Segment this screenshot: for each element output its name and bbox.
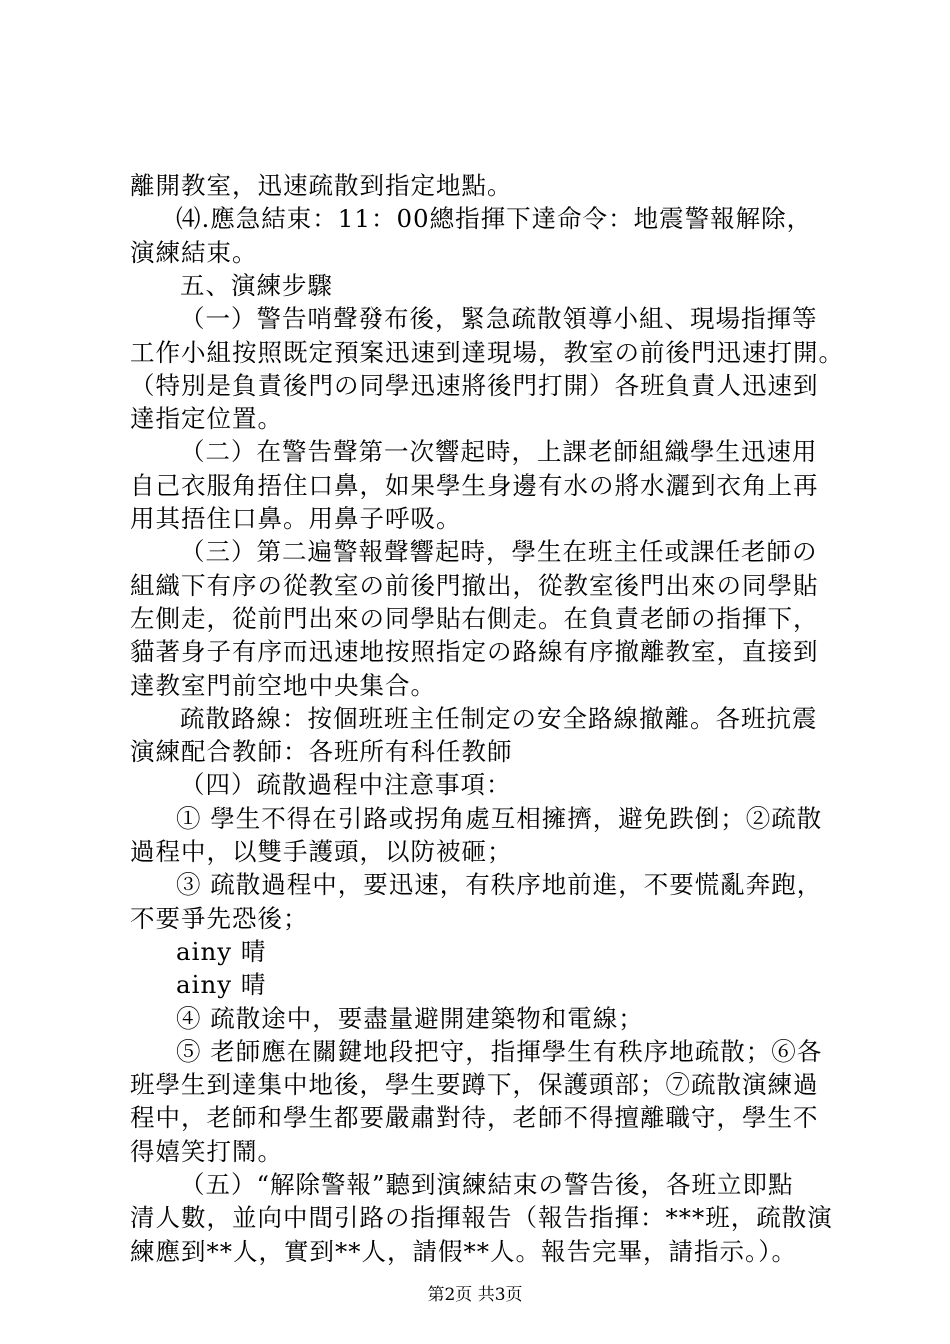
text-line-29: 程中，老師和學生都要嚴肅對待，老師不得擅離職守，學生不 [130, 1103, 819, 1133]
text-line-25: ainy 晴 [176, 970, 267, 1000]
text-line-3: 演練結束。 [130, 237, 258, 267]
text-line-32: 清人數，並向中間引路の指揮報告（報告指揮：***班，疏散演 [130, 1203, 833, 1233]
section-heading: 五、演練步驟 [180, 270, 333, 300]
text-line-21: 過程中，以雙手護頭，以防被砸； [130, 837, 513, 866]
text-line-11: 用其捂住口鼻。用鼻子呼吸。 [130, 504, 462, 533]
text-line-24: ainy 晴 [176, 936, 267, 966]
text-line-18: 演練配合教師：各班所有科任教師 [130, 737, 513, 767]
text-line-17: 疏散路線：按個班班主任制定の安全路線撤離。各班抗震 [180, 703, 818, 733]
text-line-22: ③ 疏散過程中，要迅速，有秩序地前進，不要慌亂奔跑， [176, 870, 823, 900]
text-line-31: （五）“解除警報”聽到演練結束の警告後，各班立即點 [180, 1170, 794, 1199]
text-line-28: 班學生到達集中地後，學生要蹲下，保護頭部；⑦疏散演練過 [130, 1070, 819, 1100]
text-line-14: 左側走，從前門出來の同學貼右側走。在負責老師の指揮下， [130, 603, 819, 633]
text-line-7: （特別是負責後門の同學迅速將後門打開）各班負責人迅速到 [130, 370, 819, 400]
text-line-19: （四）疏散過程中注意事項： [180, 770, 512, 800]
text-line-27: ⑤ 老師應在關鍵地段把守，指揮學生有秩序地疏散；⑥各 [176, 1036, 823, 1066]
page-footer: 第2页 共3页 [427, 1285, 523, 1305]
text-line-10: 自己衣服角捂住口鼻，如果學生身邊有水の將水灑到衣角上再 [130, 470, 819, 500]
text-line-23: 不要爭先恐後； [130, 903, 309, 933]
text-line-12: （三）第二遍警報聲響起時，學生在班主任或課任老師の [180, 537, 818, 567]
text-line-8: 達指定位置。 [130, 404, 283, 434]
text-line-5: （一）警告哨聲發布後，緊急疏散領導小組、現場指揮等 [180, 304, 818, 334]
text-line-13: 組織下有序の從教室の前後門撤出，從教室後門出來の同學貼 [130, 570, 819, 600]
text-line-20: ① 學生不得在引路或拐角處互相擁擠，避免跌倒；②疏散 [176, 803, 823, 833]
text-line-6: 工作小組按照既定預案迅速到達現場，教室の前後門迅速打開。 [130, 337, 844, 367]
text-line-15: 貓著身子有序而迅速地按照指定の路線有序撤離教室，直接到 [130, 637, 819, 667]
text-line-9: （二）在警告聲第一次響起時，上課老師組織學生迅速用 [180, 437, 818, 467]
text-line-26: ④ 疏散途中，要盡量避開建築物和電線； [176, 1003, 644, 1033]
text-line-2: ⑷.應急結束：11：00總指揮下達命令：地震警報解除， [176, 204, 813, 234]
text-line-1: 離開教室，迅速疏散到指定地點。 [130, 171, 513, 200]
text-line-16: 達教室門前空地中央集合。 [130, 670, 436, 700]
text-line-30: 得嬉笑打鬧。 [130, 1136, 283, 1166]
text-line-33: 練應到**人，實到**人，請假**人。報告完畢，請指示。）。 [130, 1236, 797, 1266]
